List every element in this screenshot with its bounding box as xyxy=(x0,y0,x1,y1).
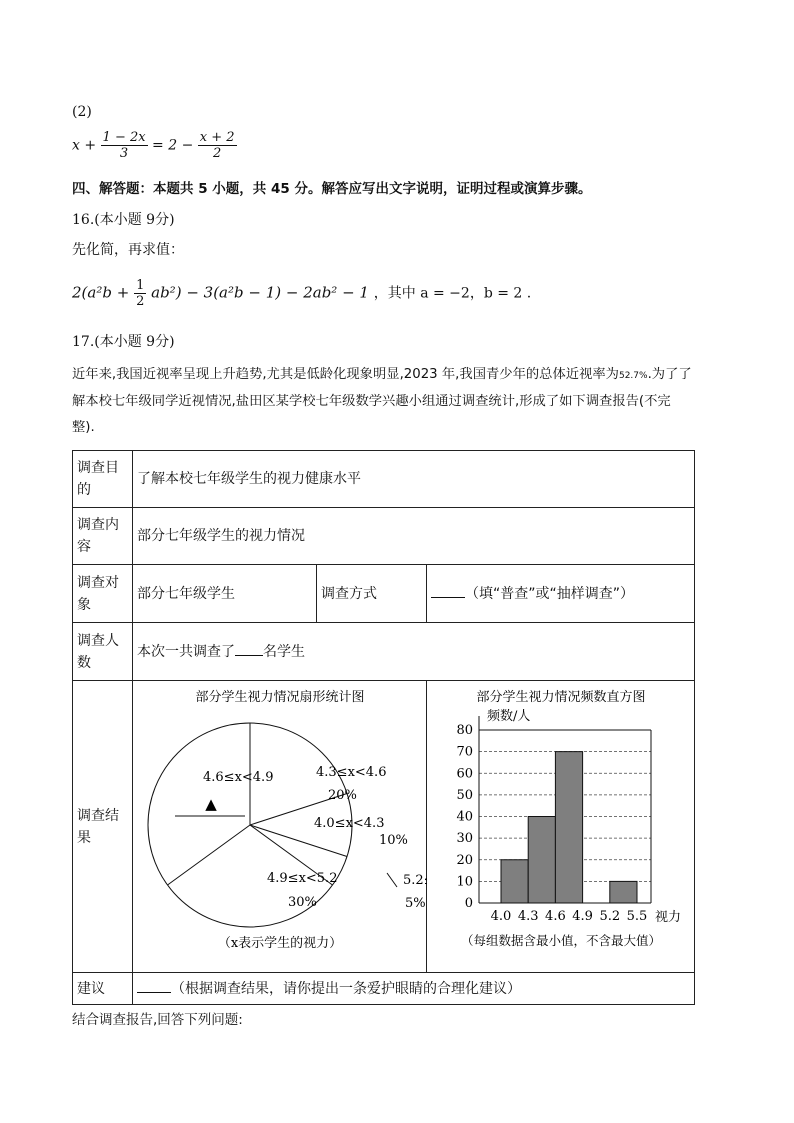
pie-label-46-49: 4.6≤x<4.9 xyxy=(203,770,274,785)
suggestion-hint: （根据调查结果，请你提出一条爱护眼睛的合理化建议） xyxy=(171,980,521,997)
q17-header: 17.(本小题 9分) xyxy=(72,334,175,350)
q16-fraction xyxy=(134,278,146,309)
eq-frac1-den: 3 xyxy=(119,146,129,161)
histogram-bar xyxy=(610,881,637,903)
histogram-cell xyxy=(427,681,695,973)
row-label-count: 调查人数 xyxy=(73,623,133,681)
pie-pct-43-46: 20% xyxy=(328,788,357,803)
row-label-suggestion: 建议 xyxy=(73,973,133,1005)
table-row xyxy=(73,451,695,508)
histogram-chart xyxy=(427,681,695,965)
histogram-x-tick: 4.3 xyxy=(517,909,539,924)
pie-label-40-43: 4.0≤x<4.3 xyxy=(314,816,385,831)
row-value-count xyxy=(133,623,695,681)
pie-label-49-52: 4.9≤x<5.2 xyxy=(267,871,338,886)
histogram-xlabel: 视力 xyxy=(655,910,682,925)
eq-frac2-num: x + 2 xyxy=(199,130,235,145)
pie-chart-cell xyxy=(133,681,427,973)
method-hint: （填“普查”或“抽样调查”） xyxy=(465,585,635,602)
histogram-y-tick: 30 xyxy=(456,831,473,847)
histogram-bar xyxy=(555,752,582,903)
row-value-subject: 部分七年级学生 xyxy=(133,565,317,623)
histogram-x-tick: 4.0 xyxy=(490,909,512,924)
histogram-title: 部分学生视力情况频数直方图 xyxy=(476,690,646,705)
q16-condition: ，其中 a = −2，b = 2 . xyxy=(373,285,532,302)
count-suffix: 名学生 xyxy=(263,643,305,660)
histogram-y-tick: 10 xyxy=(456,874,473,890)
eq-fraction-2 xyxy=(198,130,237,161)
eq-x: x xyxy=(72,137,80,154)
histogram-bar xyxy=(501,860,528,903)
table-row xyxy=(73,681,695,973)
q17-paragraph xyxy=(72,362,712,441)
pie-pct-52-55: 5% xyxy=(405,896,426,911)
row-label-purpose: 调查目的 xyxy=(73,451,133,508)
histogram-x-tick: 4.9 xyxy=(572,909,593,924)
pie-pct-49-52: 30% xyxy=(288,895,317,910)
histogram-note: （每组数据含最小值，不含最大值） xyxy=(460,933,662,948)
histogram-bars xyxy=(501,752,637,903)
q16-expression xyxy=(72,278,531,309)
row-value-method xyxy=(427,565,695,623)
q16-intro: 先化简，再求值： xyxy=(72,242,184,258)
eq-fraction-1 xyxy=(101,130,148,161)
histogram-y-tick: 40 xyxy=(456,809,473,825)
q17-line2: 解本校七年级同学近视情况,盐田区某学校七年级数学兴趣小组通过调查统计,形成了如下调查报告(不完 xyxy=(72,394,671,409)
pie-note: （x表示学生的视力） xyxy=(217,936,343,951)
method-answer-blank[interactable] xyxy=(431,583,465,598)
histogram-y-tick: 70 xyxy=(456,744,473,760)
pie-pct-46-49: ▲ xyxy=(205,795,217,813)
histogram-bar xyxy=(528,817,555,904)
problem-2-label: (2) xyxy=(72,104,92,120)
pie-label-43-46: 4.3≤x<4.6 xyxy=(316,765,387,780)
row-value-suggestion xyxy=(133,973,695,1005)
histogram-y-tick: 60 xyxy=(456,766,473,782)
eq-plus: + xyxy=(84,137,97,154)
histogram-x-tick: 5.2 xyxy=(599,909,621,924)
pie-label-52-55: 5.2 xyxy=(403,873,424,888)
pie-leader-line xyxy=(387,873,397,887)
pie-slice-boundary xyxy=(168,825,251,885)
histogram-y-tick: 50 xyxy=(456,787,473,803)
row-label-subject: 调查对象 xyxy=(73,565,133,623)
table-row xyxy=(73,973,695,1005)
count-prefix: 本次一共调查了 xyxy=(137,643,235,660)
q16-expr-a: 2(a²b + xyxy=(72,283,130,302)
q16-expr-b: ab²) − 3(a²b − 1) − 2ab² − 1 xyxy=(151,283,369,302)
histogram-x-tick: 4.6 xyxy=(545,909,566,924)
count-answer-blank[interactable] xyxy=(235,641,263,656)
pie-chart xyxy=(133,681,427,965)
pie-title: 部分学生视力情况扇形统计图 xyxy=(195,690,365,705)
histogram-y-tick: 80 xyxy=(456,723,473,738)
row-value-purpose: 了解本校七年级学生的视力健康水平 xyxy=(133,451,695,508)
q17-line1-end: .为了了 xyxy=(647,367,692,382)
histogram-y-tick: 20 xyxy=(456,852,473,868)
histogram-y-tick: 0 xyxy=(464,896,473,911)
pie-pct-40-43: 10% xyxy=(379,833,408,848)
eq-middle: = 2 − xyxy=(152,137,194,154)
eq-frac1-num: 1 − 2x xyxy=(102,130,146,145)
table-row xyxy=(73,565,695,623)
section-4-heading: 四、解答题：本题共 5 小题，共 45 分。解答应写出文字说明，证明过程或演算步骤。 xyxy=(72,181,592,197)
q17-line1: 近年来,我国近视率呈现上升趋势,尤其是低龄化现象明显,2023 年,我国青少年的总体近视率为 xyxy=(72,367,619,382)
q16-frac-num: 1 xyxy=(136,278,145,293)
table-row xyxy=(73,508,695,565)
q17-line3: 整). xyxy=(72,420,95,435)
histogram-x-tick: 5.5 xyxy=(626,909,648,924)
suggestion-answer-blank[interactable] xyxy=(137,978,171,993)
row-label-content: 调查内容 xyxy=(73,508,133,565)
row-value-content: 部分七年级学生的视力情况 xyxy=(133,508,695,565)
q17-footer: 结合调查报告,回答下列问题: xyxy=(72,1012,243,1028)
q16-frac-den: 2 xyxy=(136,294,145,309)
q17-rate: 52.7% xyxy=(618,371,648,381)
q16-header: 16.(本小题 9分) xyxy=(72,212,175,228)
row-label-method: 调查方式 xyxy=(317,565,427,623)
problem-2-equation xyxy=(72,130,237,161)
table-row xyxy=(73,623,695,681)
row-label-result: 调查结果 xyxy=(73,681,133,973)
eq-frac2-den: 2 xyxy=(213,146,222,161)
survey-report-table xyxy=(72,450,695,1005)
histogram-ylabel: 频数/人 xyxy=(487,709,531,724)
